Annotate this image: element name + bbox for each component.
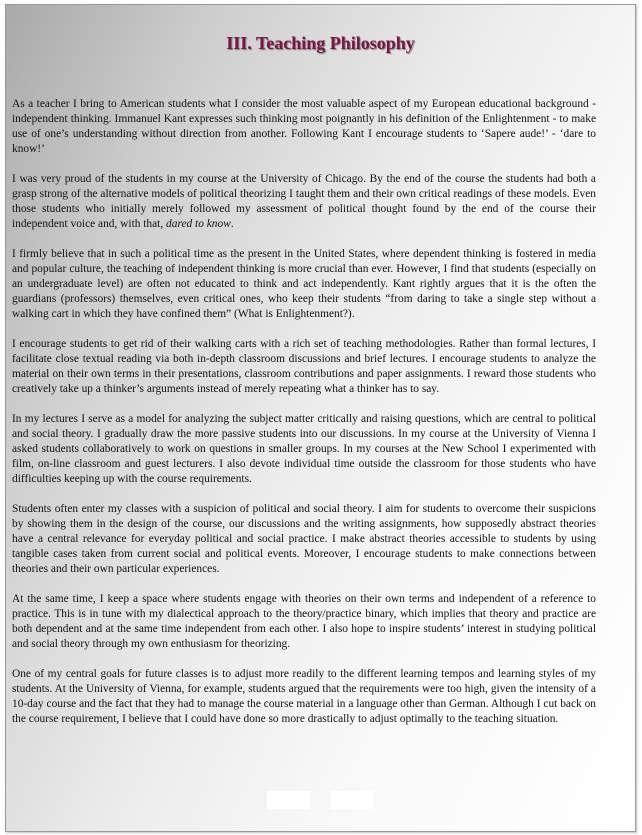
page-title: III. Teaching Philosophy bbox=[226, 33, 415, 53]
paragraph-2-emphasis: dared to know bbox=[166, 218, 231, 230]
paragraph-8: One of my central goals for future classes is to adjust more readily to the different learning tempos and learning styles of my students. At the University of Vienna, for example, students argued that the requirements were too high, given the intensity of a 10-day course and the fact that they had to manage the course material in a language other than German. Although I cut back on the course requirement, I believe that I could have done so more drastically to adjust optimally to the teaching situation. bbox=[12, 668, 596, 725]
document-page bbox=[5, 4, 636, 832]
document-body bbox=[12, 97, 596, 742]
paragraph-4: I encourage students to get rid of their walking carts with a rich set of teaching methodologies. Rather than formal lectures, I facilitate close textual reading via both in-depth classroom discussions and brief lectures. I encourage students to analyze the material on their own terms in their presentations, classroom contributions and paper assignments. I reward those students who creatively take up a thinker’s arguments instead of merely repeating what a thinker has to say. bbox=[12, 338, 596, 395]
previous-page-button[interactable] bbox=[267, 791, 310, 809]
paragraph-5: In my lectures I serve as a model for analyzing the subject matter critically and raising questions, which are central to political and social theory. I gradually draw the more passive students into our discussions. In my course at the University of Vienna I asked students collaboratively to work on questions in smaller groups. In my courses at the New School I experimented with film, on-line classroom and guest lecturers. I also devote individual time outside the classroom for those students who have difficulties keeping up with the course requirements. bbox=[12, 413, 596, 485]
paragraph-1: As a teacher I bring to American students what I consider the most valuable aspect of my European educational background - independent thinking. Immanuel Kant expresses such thinking most poignantly in his definition of the Enlightenment - to make use of one’s understanding without direction from another. Following Kant I encourage students to ‘Sapere aude!’ - ‘dare to know!’ bbox=[12, 98, 596, 155]
paragraph-2 bbox=[12, 172, 596, 232]
paragraph-2-end: . bbox=[230, 218, 234, 230]
paragraph-6: Students often enter my classes with a suspicion of political and social theory. I aim for students to overcome their suspicions by showing them in the design of the course, our discussions and the writing assignments, how supposedly abstract theories have a central relevance for everyday political and social practice. I make abstract theories accessible to students by using tangible cases taken from current social and political events. Moreover, I encourage students to make connections between theories and their own particular experiences. bbox=[12, 503, 596, 575]
paragraph-3: I firmly believe that in such a political time as the present in the United States, where dependent thinking is fostered in media and popular culture, the teaching of independent thinking is more crucial than ever. However, I find that students (especially on an undergraduate level) are often not educated to think and act independently. Kant rightly argues that it is the often the guardians (professors) themselves, even critical ones, who keep their students “from daring to take a single step without a walking cart in which they have confined them” (What is Enlightenment?). bbox=[12, 248, 596, 320]
next-page-button[interactable] bbox=[331, 791, 374, 809]
paragraph-7: At the same time, I keep a space where students engage with theories on their own terms and independent of a reference to practice. This is in tune with my dialectical approach to the theory/practice binary, which implies that theory and practice are both dependent and at the same time independent from each other. I also hope to inspire students’ interest in studying political and social theory through my own enthusiasm for theorizing. bbox=[12, 593, 596, 650]
paragraph-2-text: I was very proud of the students in my course at the University of Chicago. By the end of the course the students had both a grasp strong of the alternative models of political theorizing I taught them and their own critical readings of these models. Even those students who initially merely followed my assessment of political thought found by the end of the course their independent voice and, with that, bbox=[12, 173, 596, 230]
